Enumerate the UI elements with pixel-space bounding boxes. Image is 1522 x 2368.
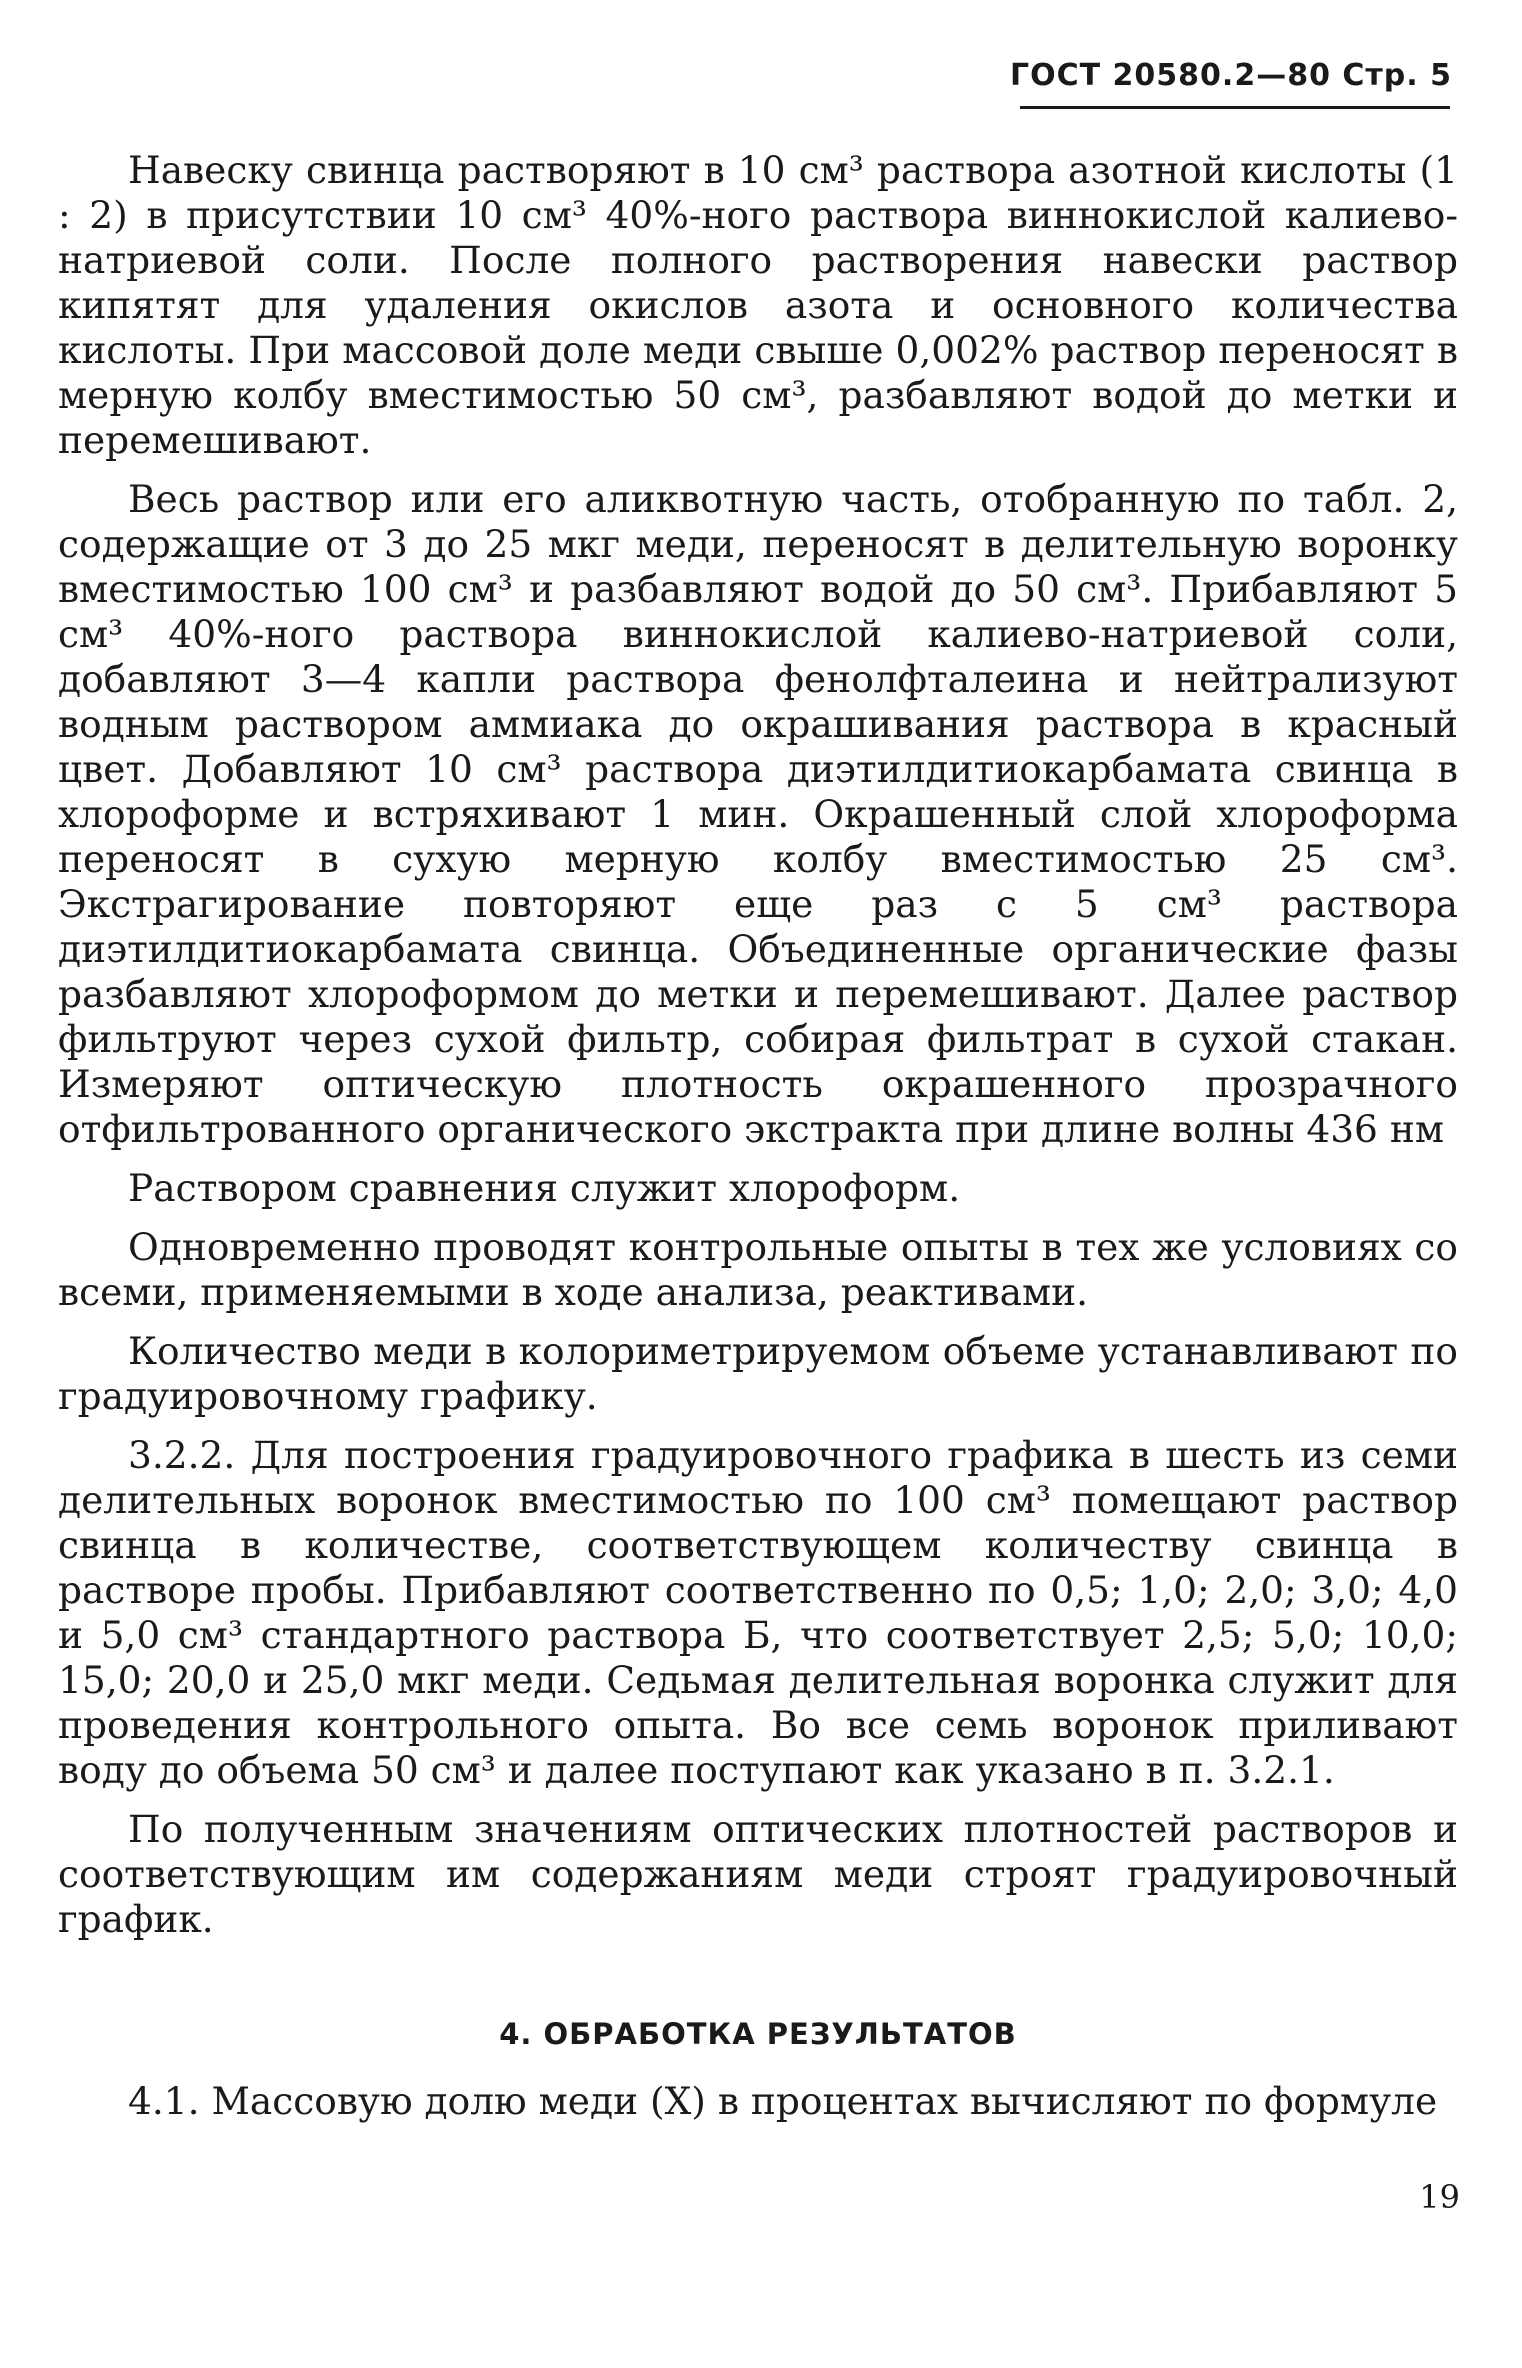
section-title: 4. ОБРАБОТКА РЕЗУЛЬТАТОВ bbox=[499, 2017, 1017, 2051]
paragraph-control-experiment: Одновременно проводят контрольные опыты в тех же условиях со всеми, применяемыми в ходе анализа, реактивами. bbox=[58, 1225, 1458, 1314]
paragraph-reference-solution: Раствором сравнения служит хлороформ. bbox=[128, 1166, 961, 1210]
paragraph-4-1: 4.1. Массовую долю меди (X) в процентах вычисляют по формуле bbox=[128, 2079, 1438, 2123]
paragraph-dissolution: Навеску свинца растворяют в 10 см³ раствора азотной кислоты (1 : 2) в присутствии 10 см³ 40%-ного раствора виннокислой калиево-натриевой соли. После полного растворения навески раствор кипятят для удаления окислов азота и основного количества кислоты. При массовой доле меди свыше 0,002% раствор переносят в мерную колбу вместимостью 50 см³, разбавляют водой до метки и перемешивают. bbox=[58, 148, 1458, 462]
page-header: ГОСТ 20580.2—80 Стр. 5 bbox=[1010, 58, 1452, 93]
document-body bbox=[58, 148, 1458, 2138]
paragraph-graph-construction: По полученным значениям оптических плотностей растворов и соответствующим им содержаниям меди строят градуировочный график. bbox=[58, 1807, 1458, 1941]
header-rule bbox=[1020, 106, 1450, 109]
paragraph-3-2-2: 3.2.2. Для построения градуировочного графика в шесть из семи делительных воронок вместимостью по 100 см³ помещают раствор свинца в количестве, соответствующем количеству свинца в растворе пробы. Прибавляют соответственно по 0,5; 1,0; 2,0; 3,0; 4,0 и 5,0 см³ стандартного раствора Б, что соответствует 2,5; 5,0; 10,0; 15,0; 20,0 и 25,0 мкг меди. Седьмая делительная воронка служит для проведения контрольного опыта. Во все семь воронок приливают воду до объема 50 см³ и далее поступают как указано в п. 3.2.1. bbox=[58, 1433, 1458, 1792]
page-number: 19 bbox=[1419, 2178, 1460, 2216]
paragraph-extraction: Весь раствор или его аликвотную часть, отобранную по табл. 2, содержащие от 3 до 25 мкг меди, переносят в делительную воронку вместимостью 100 см³ и разбавляют водой до 50 см³. Прибавляют 5 см³ 40%-ного раствора виннокислой калиево-натриевой соли, добавляют 3—4 капли раствора фенолфталеина и нейтрализуют водным раствором аммиака до окрашивания раствора в красный цвет. Добавляют 10 см³ раствора диэтилдитиокарбамата свинца в хлороформе и встряхивают 1 мин. Окрашенный слой хлороформа переносят в сухую мерную колбу вместимостью 25 см³. Экстрагирование повторяют еще раз с 5 см³ раствора диэтилдитиокарбамата свинца. Объединенные органические фазы разбавляют хлороформом до метки и перемешивают. Далее раствор фильтруют через сухой фильтр, собирая фильтрат в сухой стакан. Измеряют оптическую плотность окрашенного прозрачного отфильтрованного органического экстракта при длине волны 436 нм bbox=[58, 477, 1458, 1151]
paragraph-calibration-use: Количество меди в колориметрируемом объеме устанавливают по градуировочному графику. bbox=[58, 1329, 1458, 1418]
